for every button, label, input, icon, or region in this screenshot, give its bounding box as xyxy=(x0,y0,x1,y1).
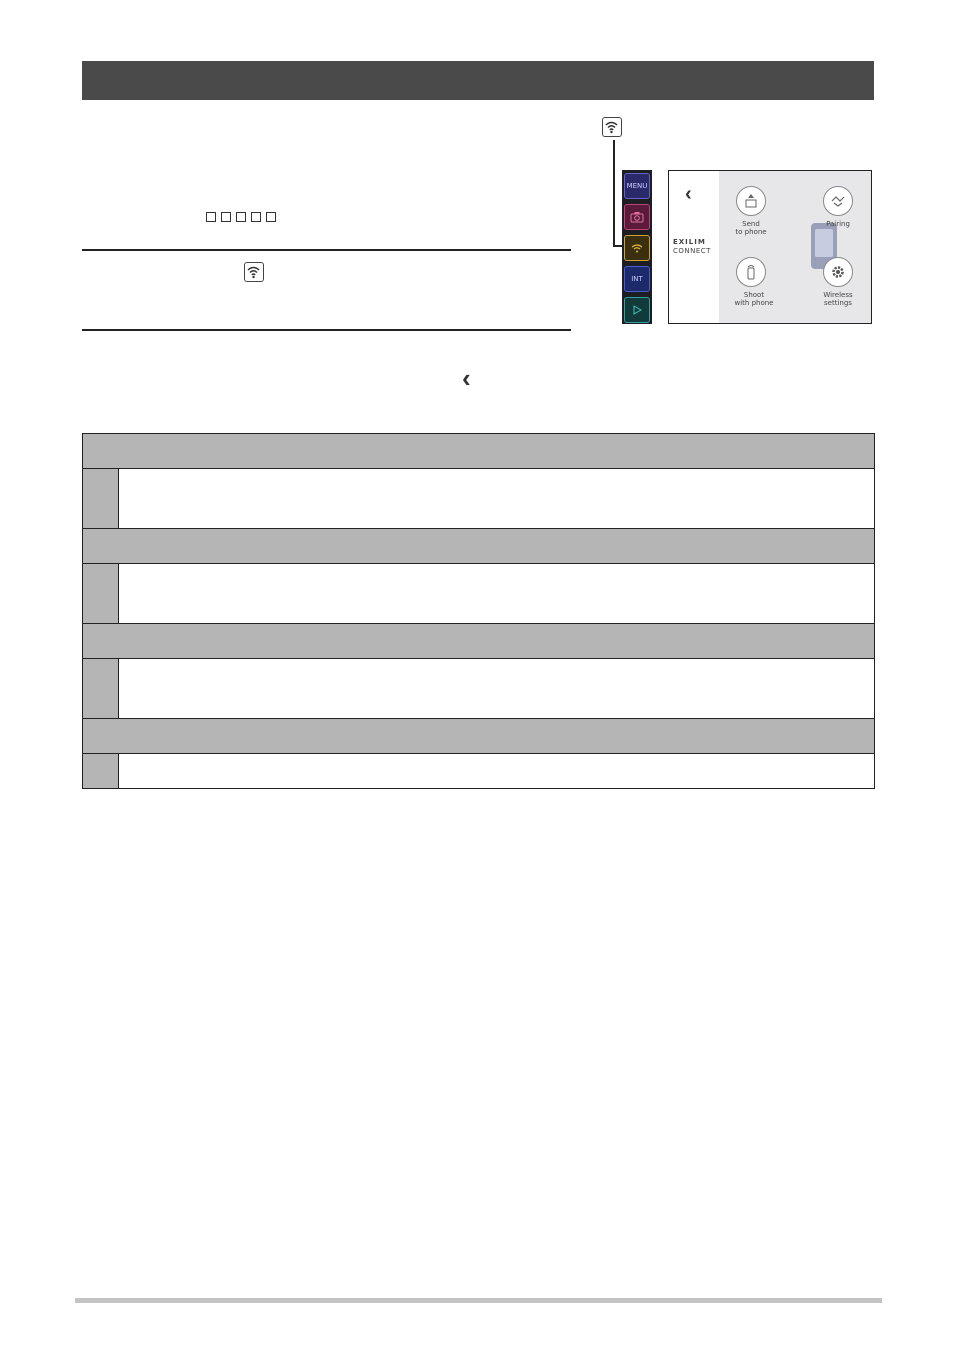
wifi-icon xyxy=(244,262,264,282)
placeholder-glyphs xyxy=(206,212,276,222)
int-button[interactable] xyxy=(624,266,650,292)
table-row xyxy=(83,528,874,623)
table-cell xyxy=(119,659,874,718)
settings-table xyxy=(82,433,875,789)
section-title-bar xyxy=(82,61,874,100)
pairing-label xyxy=(813,220,863,228)
table-row-indent xyxy=(83,659,119,718)
exilim-connect-logo xyxy=(673,238,711,256)
wifi-icon xyxy=(602,117,622,137)
table-row-header xyxy=(83,624,874,659)
int-label: INT xyxy=(631,275,643,283)
table-cell xyxy=(119,469,874,528)
divider-bottom xyxy=(82,329,571,331)
pairing-button[interactable] xyxy=(823,186,853,216)
play-icon xyxy=(631,304,643,316)
table-cell xyxy=(119,754,874,788)
camera-screen xyxy=(668,170,872,324)
send-to-phone-button[interactable] xyxy=(736,186,766,216)
table-row-indent xyxy=(83,564,119,623)
back-chevron-icon: ‹ xyxy=(462,363,471,393)
option-label: Send xyxy=(742,220,760,228)
option-label: Shoot xyxy=(743,291,765,299)
table-row xyxy=(83,434,874,528)
option-label: Wireless xyxy=(823,291,853,299)
footer-rule xyxy=(75,1298,882,1303)
phone-shutter-icon xyxy=(743,264,759,280)
divider-top xyxy=(82,249,571,251)
handshake-icon xyxy=(830,193,846,209)
table-row-body xyxy=(83,469,874,528)
menu-button[interactable] xyxy=(624,173,650,199)
wifi-button[interactable] xyxy=(624,235,650,261)
table-row-body xyxy=(83,754,874,788)
brand-line1: EXILIM xyxy=(673,238,706,246)
callout-line xyxy=(613,140,615,246)
send-to-phone-label xyxy=(726,220,776,236)
table-cell xyxy=(119,564,874,623)
wireless-settings-label xyxy=(813,291,863,307)
screen-left-pane xyxy=(669,171,719,323)
table-row xyxy=(83,718,874,788)
option-label: with phone xyxy=(734,299,774,307)
gear-icon xyxy=(830,264,846,280)
table-row xyxy=(83,623,874,718)
table-row-indent xyxy=(83,754,119,788)
play-button[interactable] xyxy=(624,297,650,323)
camera-icon xyxy=(630,211,644,223)
option-label: to phone xyxy=(735,228,767,236)
table-row-body xyxy=(83,659,874,718)
option-label: Pairing xyxy=(826,220,850,228)
brand-line2: CONNECT xyxy=(673,247,711,255)
upload-icon xyxy=(743,193,759,209)
wifi-icon xyxy=(630,242,644,254)
wireless-settings-button[interactable] xyxy=(823,257,853,287)
option-label: settings xyxy=(824,299,852,307)
shoot-with-phone-label xyxy=(729,291,779,307)
table-row-body xyxy=(83,564,874,623)
table-row-header xyxy=(83,529,874,564)
table-row-header xyxy=(83,434,874,469)
table-row-header xyxy=(83,719,874,754)
menu-label: MENU xyxy=(626,182,648,190)
shoot-with-phone-button[interactable] xyxy=(736,257,766,287)
back-icon[interactable]: ‹ xyxy=(685,183,692,205)
screen-options-pane xyxy=(719,171,871,323)
table-row-indent xyxy=(83,469,119,528)
auto-button[interactable] xyxy=(624,204,650,230)
camera-side-panel xyxy=(622,170,652,324)
